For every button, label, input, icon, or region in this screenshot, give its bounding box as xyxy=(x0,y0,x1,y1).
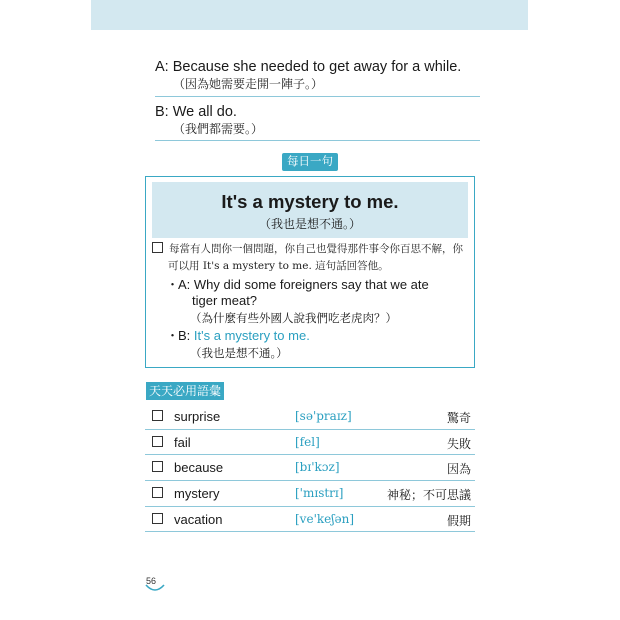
checkbox-icon xyxy=(152,410,163,421)
vocab-phonetic: ['mɪstrɪ] xyxy=(295,486,344,501)
vocabulary-list xyxy=(145,404,475,532)
list-item xyxy=(145,481,475,507)
vocab-phonetic: [ve'keʃən] xyxy=(295,511,355,526)
example-b xyxy=(166,328,466,362)
vocab-word: fail xyxy=(174,434,191,450)
dialog-english: B: We all do. xyxy=(155,104,237,120)
dialog-chinese: （我們都需要。） xyxy=(173,122,264,136)
vocab-word: surprise xyxy=(174,409,221,424)
explanation-line-2: 可以用 It's a mystery to me. 這句話回答他。 xyxy=(168,260,389,272)
dialog-line-b xyxy=(155,103,480,137)
page-number xyxy=(144,574,166,592)
vocab-phonetic: [bɪ'kɔz] xyxy=(295,460,340,475)
list-item xyxy=(145,404,475,430)
example-a xyxy=(166,277,466,327)
vocabulary-tag: 天天必用語彙 xyxy=(146,382,224,400)
example-a-chinese: （為什麼有些外國人說我們吃老虎肉？） xyxy=(190,313,397,325)
list-item xyxy=(145,507,475,533)
explanation-line-1: 每當有人問你一個問題，你自己也覺得那件事令你百思不解，你 xyxy=(169,243,463,255)
vocab-word: because xyxy=(174,460,224,476)
checkbox-icon xyxy=(152,461,163,472)
example-a-english: A: Why did some foreigners say that we ate xyxy=(178,277,429,292)
vocab-meaning: 假期 xyxy=(446,513,471,528)
bullet-icon: ・ xyxy=(166,277,180,292)
example-b-speaker: B: xyxy=(178,328,194,343)
dialog-line-a xyxy=(155,58,480,92)
checkbox-icon xyxy=(152,242,163,253)
divider xyxy=(155,140,480,141)
example-a-english-cont: tiger meat? xyxy=(192,293,258,308)
vocab-word: vacation xyxy=(174,511,223,527)
vocab-phonetic: [sə'praɪz] xyxy=(295,409,352,423)
vocab-meaning: 驚奇 xyxy=(446,411,471,425)
vocab-meaning: 因為 xyxy=(446,462,471,477)
daily-sentence-title: It's a mystery to me. xyxy=(221,191,399,212)
vocab-meaning: 失敗 xyxy=(446,436,471,451)
daily-sentence-translation: （我也是想不通。） xyxy=(258,217,361,231)
daily-sentence-header xyxy=(152,182,468,238)
vocab-word: mystery xyxy=(174,486,220,502)
header-band xyxy=(91,0,528,30)
daily-sentence-tag: 每日一句 xyxy=(282,153,338,171)
explanation xyxy=(152,241,468,275)
dialog-chinese: （因為她需要走開一陣子。） xyxy=(173,77,324,91)
checkbox-icon xyxy=(152,487,163,498)
dialog-english: A: Because she needed to get away for a while. xyxy=(155,59,462,75)
example-b-chinese: （我也是想不通。） xyxy=(190,348,288,360)
list-item xyxy=(145,455,475,481)
vocab-meaning: 神秘；不可思議 xyxy=(386,488,471,503)
daily-sentence-box xyxy=(145,176,475,368)
page-number-text: 56 xyxy=(146,576,157,586)
checkbox-icon xyxy=(152,436,163,447)
divider xyxy=(155,96,480,97)
vocab-phonetic: [fel] xyxy=(295,434,320,449)
list-item xyxy=(145,430,475,456)
checkbox-icon xyxy=(152,513,163,524)
example-b-highlight: It's a mystery to me. xyxy=(193,328,310,343)
bullet-icon: ・ xyxy=(166,328,180,343)
